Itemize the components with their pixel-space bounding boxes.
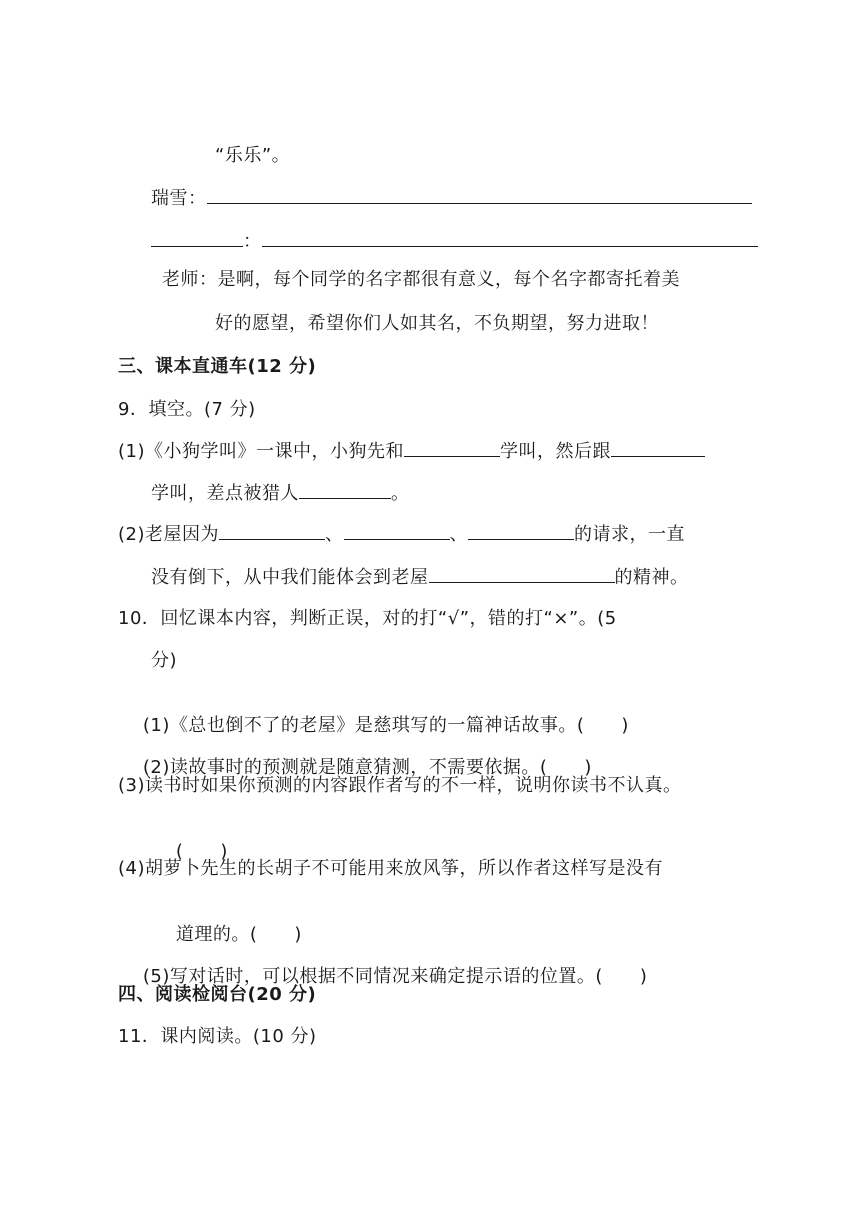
question-10-title: 10．回忆课本内容，判断正误，对的打“√”，错的打“×”。(5 — [118, 608, 617, 629]
second-speaker-answer-blank[interactable] — [262, 229, 758, 247]
q9-item-2-text-d: 的精神。 — [614, 567, 689, 588]
q10-item-4-text-continued: 道理的。( ) — [175, 924, 302, 945]
section-three-heading — [118, 355, 316, 379]
dialogue-tail-line — [215, 144, 290, 168]
q9-item-2-text-c: 没有倒下，从中我们能体会到老屋 — [151, 567, 429, 588]
speaker-colon: ： — [243, 231, 262, 252]
q9-item-2-line — [118, 522, 685, 547]
q9-item-2-blank-1[interactable] — [219, 522, 325, 540]
section-four-heading — [118, 983, 316, 1007]
question-9-title: 9．填空。(7 分) — [118, 399, 256, 420]
q9-item-2-sep-2: 、 — [449, 524, 468, 545]
q9-item-2-blank-3[interactable] — [468, 522, 574, 540]
q9-item-1-text-a: (1)《小狗学叫》一课中，小狗先和 — [118, 441, 404, 462]
q9-item-1-line — [118, 439, 705, 464]
q9-item-1-blank-2[interactable] — [611, 439, 705, 457]
q10-item-3 — [118, 774, 682, 798]
q9-item-2-line-continued — [151, 565, 689, 590]
second-speaker-line — [151, 229, 758, 254]
q10-item-2-text: (2)读故事时的预测就是随意猜测，不需要依据。( ) — [142, 757, 592, 778]
dialogue-tail-text: “乐乐”。 — [215, 145, 291, 166]
teacher-line-continued — [215, 312, 659, 336]
question-10-title-continued: 分) — [151, 650, 178, 671]
ruixue-answer-blank[interactable] — [207, 186, 752, 204]
q9-item-2-blank-2[interactable] — [344, 522, 450, 540]
question-10-heading-continued — [151, 649, 177, 673]
teacher-text-continued: 好的愿望，希望你们人如其名，不负期望，努力进取！ — [215, 313, 659, 334]
q9-item-1-period: 。 — [391, 483, 410, 504]
q9-item-1-blank-3[interactable] — [299, 481, 391, 499]
question-9-heading — [118, 398, 256, 422]
question-10-heading — [118, 607, 617, 631]
q9-item-1-line-continued — [151, 481, 410, 506]
q10-item-1-text: (1)《总也倒不了的老屋》是慈琪写的一篇神话故事。( ) — [142, 715, 629, 736]
q9-item-1-text-c: 学叫，差点被猎人 — [151, 483, 299, 504]
section-three-title: 三、课本直通车(12 分) — [118, 356, 317, 377]
teacher-line — [162, 268, 680, 292]
q9-item-1-blank-1[interactable] — [404, 439, 500, 457]
q9-item-2-text-a: (2)老屋因为 — [118, 524, 219, 545]
question-11-heading — [118, 1025, 317, 1049]
q10-item-5-text: (5)写对话时，可以根据不同情况来确定提示语的位置。( ) — [142, 966, 648, 987]
q10-item-4-text: (4)胡萝卜先生的长胡子不可能用来放风筝，所以作者这样写是没有 — [118, 858, 663, 879]
speaker-ruixue: 瑞雪： — [151, 188, 207, 209]
section-four-title: 四、阅读检阅台(20 分) — [118, 984, 317, 1005]
q10-item-4 — [118, 857, 663, 881]
q10-item-3-parens: ( ) — [175, 841, 228, 862]
q9-item-1-text-b: 学叫，然后跟 — [500, 441, 611, 462]
q9-item-2-sep-1: 、 — [325, 524, 344, 545]
q10-item-3-text: (3)读书时如果你预测的内容跟作者写的不一样，说明你读书不认真。 — [118, 775, 682, 796]
speaker-name-blank[interactable] — [151, 229, 243, 247]
teacher-text: 老师：是啊，每个同学的名字都很有意义，每个名字都寄托着美 — [162, 269, 680, 290]
q9-item-2-blank-4[interactable] — [429, 565, 615, 583]
q9-item-2-text-b: 的请求，一直 — [574, 524, 685, 545]
ruixue-answer-line — [151, 186, 752, 211]
question-11-title: 11．课内阅读。(10 分) — [118, 1026, 317, 1047]
